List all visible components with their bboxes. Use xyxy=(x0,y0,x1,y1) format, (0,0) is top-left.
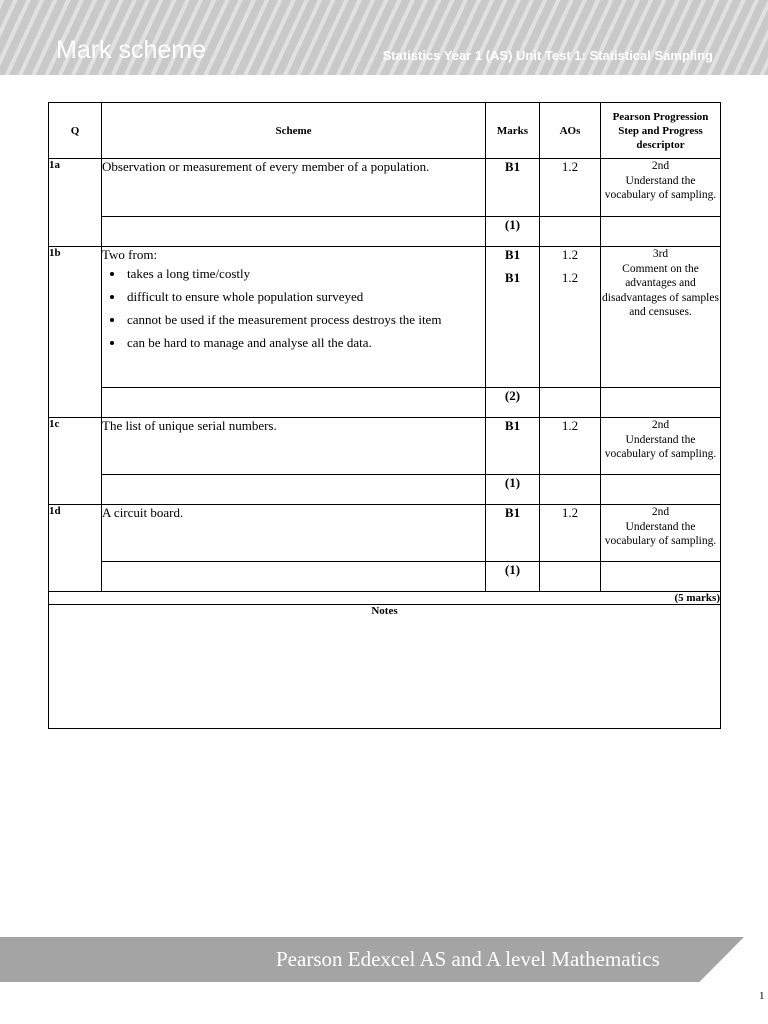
ao-blank xyxy=(540,217,601,247)
list-item: • takes a long time/costly xyxy=(125,266,485,281)
header-q: Q xyxy=(49,103,102,159)
ao-value: 1.2 xyxy=(561,247,579,262)
total-marks-row xyxy=(49,592,721,605)
list-item: • difficult to ensure whole population surveyed xyxy=(125,289,485,304)
table-row-1d-total xyxy=(49,562,721,592)
progression-step: 2nd xyxy=(651,160,670,172)
footer-title: Pearson Edexcel AS and A level Mathematics xyxy=(276,947,660,971)
progression-text: Understand the vocabulary of sampling. xyxy=(604,433,717,460)
mark-code: B1 xyxy=(486,159,540,217)
notes-label: Notes xyxy=(49,605,721,729)
header-scheme: Scheme xyxy=(102,103,486,159)
progression-text: Understand the vocabulary of sampling. xyxy=(604,520,717,547)
page-title: Mark scheme xyxy=(56,36,207,64)
scheme-text: The list of unique serial numbers. xyxy=(102,418,486,475)
progression-text: Understand the vocabulary of sampling. xyxy=(604,174,717,201)
table-row-1a xyxy=(49,159,721,217)
header-marks: Marks xyxy=(486,103,540,159)
notes-row xyxy=(49,605,721,729)
list-item: • cannot be used if the measurement process destroys the item xyxy=(125,312,485,327)
mark-code: B1 xyxy=(504,270,521,285)
ao-blank xyxy=(540,475,601,505)
ao-blank xyxy=(540,562,601,592)
progression-text: Comment on the advantages and disadvantages of samples and censuses. xyxy=(602,262,719,318)
scheme-blank xyxy=(102,475,486,505)
progression-blank xyxy=(601,217,721,247)
header-progression: Pearson Progression Step and Progress descriptor xyxy=(601,103,721,159)
question-number: 1c xyxy=(49,418,102,505)
mark-codes xyxy=(486,247,540,388)
subtotal-marks: (1) xyxy=(486,475,540,505)
progression-descriptor xyxy=(601,247,721,388)
progression-descriptor xyxy=(601,418,721,475)
question-number: 1a xyxy=(49,159,102,247)
scheme-text: A circuit board. xyxy=(102,505,486,562)
question-number: 1b xyxy=(49,247,102,418)
header-aos: AOs xyxy=(540,103,601,159)
subtotal-marks: (1) xyxy=(486,562,540,592)
table-row-1c xyxy=(49,418,721,475)
subtotal-marks: (1) xyxy=(486,217,540,247)
scheme-blank xyxy=(102,217,486,247)
mark-scheme-table xyxy=(48,102,721,729)
ao-values xyxy=(540,247,601,388)
mark-code: B1 xyxy=(486,418,540,475)
scheme-blank xyxy=(102,388,486,418)
page-header xyxy=(0,0,768,75)
scheme-intro: Two from: xyxy=(102,247,158,262)
scheme-text: Observation or measurement of every member of a population. xyxy=(102,159,486,217)
progression-blank xyxy=(601,388,721,418)
page-subtitle: Statistics Year 1 (AS) Unit Test 1: Statistical Sampling xyxy=(382,48,713,63)
scheme-blank xyxy=(102,562,486,592)
progression-step: 2nd xyxy=(651,419,670,431)
ao-value: 1.2 xyxy=(561,270,579,285)
ao-blank xyxy=(540,388,601,418)
table-header-row xyxy=(49,103,721,159)
mark-code: B1 xyxy=(486,505,540,562)
table-row-1b xyxy=(49,247,721,388)
progression-blank xyxy=(601,475,721,505)
progression-descriptor xyxy=(601,159,721,217)
ao-value: 1.2 xyxy=(540,159,601,217)
progression-step: 2nd xyxy=(651,506,670,518)
table-row-1c-total xyxy=(49,475,721,505)
progression-descriptor xyxy=(601,505,721,562)
table-row-1b-total xyxy=(49,388,721,418)
mark-code: B1 xyxy=(504,247,521,262)
page-number: 1 xyxy=(759,990,765,1002)
ao-value: 1.2 xyxy=(540,505,601,562)
list-item: • can be hard to manage and analyse all the data. xyxy=(125,335,485,350)
total-marks: (5 marks) xyxy=(49,592,721,605)
question-number: 1d xyxy=(49,505,102,592)
progression-step: 3rd xyxy=(652,248,669,260)
scheme-list xyxy=(102,266,485,350)
scheme-text xyxy=(102,247,486,388)
table-row-1d xyxy=(49,505,721,562)
subtotal-marks: (2) xyxy=(486,388,540,418)
table-row-1a-total xyxy=(49,217,721,247)
progression-blank xyxy=(601,562,721,592)
ao-value: 1.2 xyxy=(540,418,601,475)
